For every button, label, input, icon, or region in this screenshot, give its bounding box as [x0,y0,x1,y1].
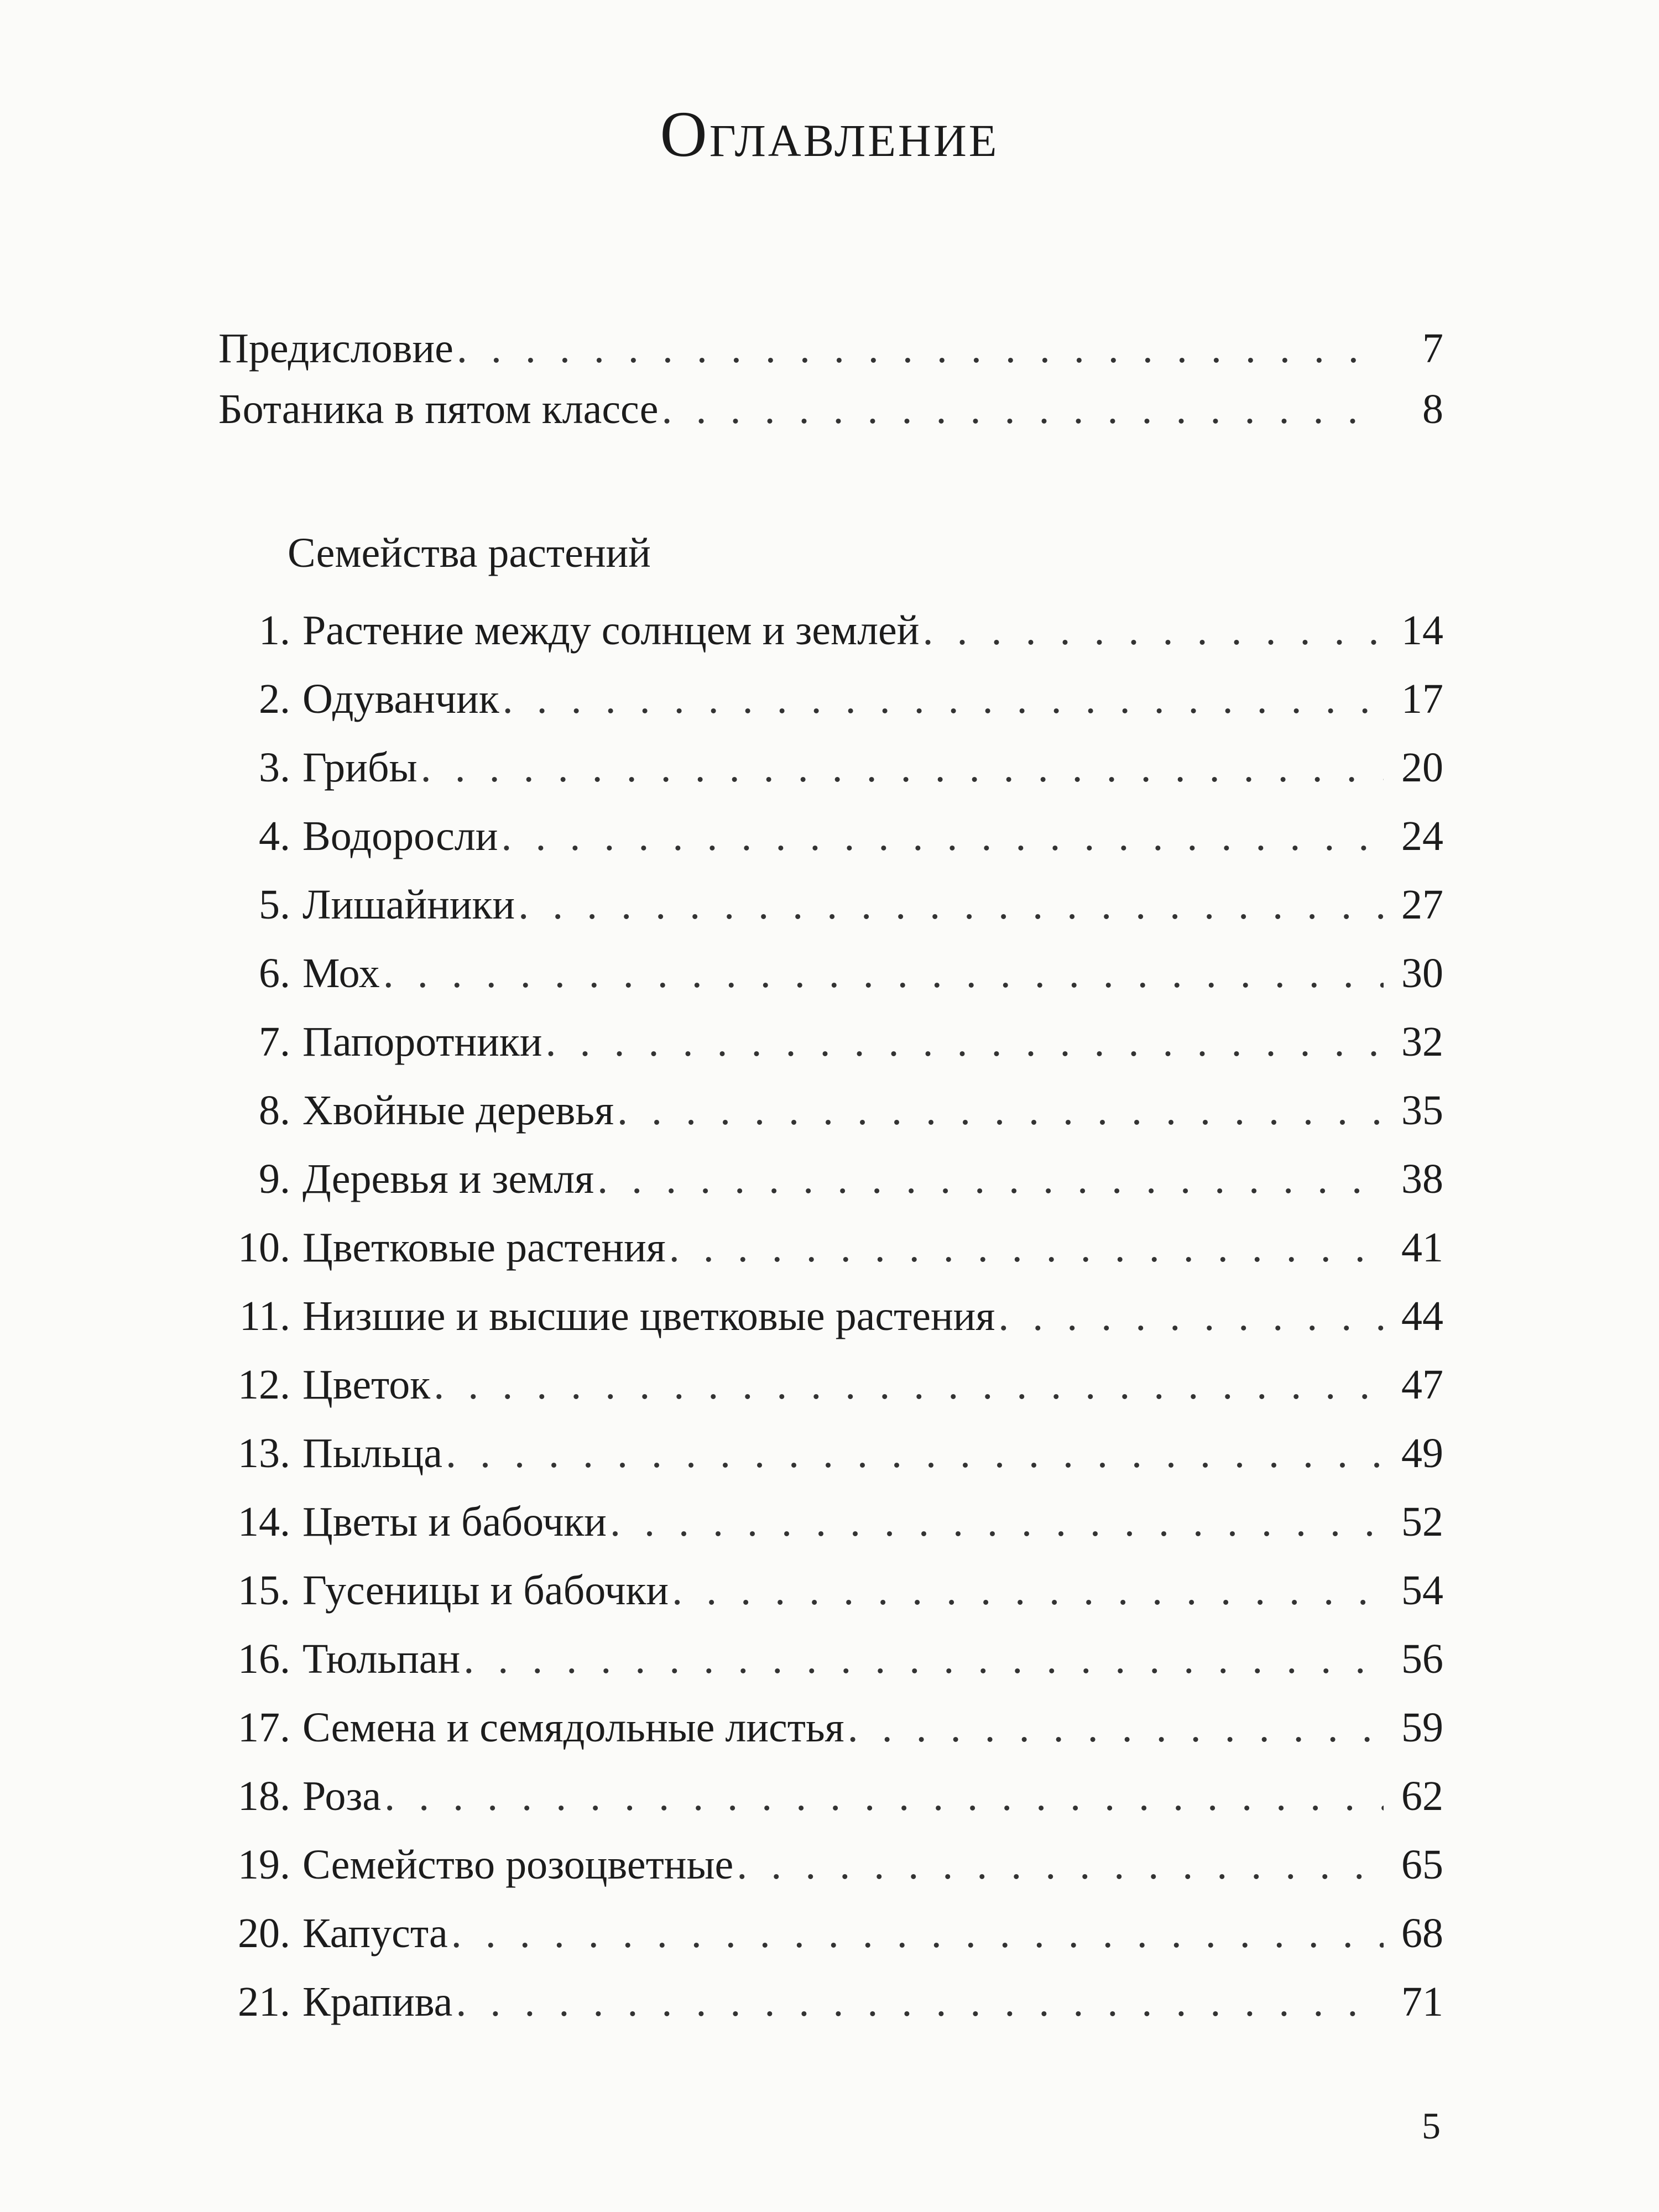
dot-leader [383,943,1384,1004]
toc-entry-page: 8 [1422,386,1443,432]
toc-entry-label: Гусеницы и бабочки [302,1567,669,1614]
toc-entry-page: 17 [1401,676,1443,722]
toc-entry-number: 15. [238,1567,290,1614]
toc-entry-label: Цветковые растения [302,1224,666,1271]
toc-entry-page: 62 [1401,1773,1443,1819]
toc-entry-number: 19. [238,1841,290,1888]
toc-entry [218,1491,1443,1552]
toc-entry-label: Пыльца [302,1430,442,1477]
toc-entry [218,943,1443,1004]
dot-leader [998,1286,1384,1347]
toc-entry-label: Семена и семядольные листья [302,1704,844,1751]
dot-leader [451,1903,1384,1964]
toc-entry-label: Грибы [302,744,418,791]
toc-entry [218,1217,1443,1278]
dot-leader [457,318,1384,379]
toc-entry-label: Крапива [302,1979,453,2025]
dot-leader [848,1697,1384,1758]
toc-entry-number: 7. [259,1019,290,1065]
toc-entry-label: Папоротники [302,1019,542,1065]
toc-entry-page: 35 [1401,1087,1443,1134]
toc-entry [218,600,1443,661]
toc-entry-number: 14. [238,1499,290,1545]
toc-entry-page: 71 [1401,1979,1443,2025]
toc-entry [218,1286,1443,1347]
dot-leader [669,1217,1384,1278]
toc-entry [218,1011,1443,1072]
toc-entry-number: 18. [238,1773,290,1819]
toc-entry-page: 52 [1401,1499,1443,1545]
toc-entry-label: Деревья и земля [302,1156,594,1202]
dot-leader [518,874,1384,935]
toc-entry-page: 38 [1401,1156,1443,1202]
toc-entry [218,318,1443,379]
toc-entry-number: 8. [259,1087,290,1134]
toc-entry-page: 27 [1401,881,1443,928]
dot-leader [501,806,1384,867]
dot-leader [737,1834,1384,1895]
toc-entry-label: Водоросли [302,813,498,859]
toc-entry-label: Цветы и бабочки [302,1499,607,1545]
toc-entry-page: 59 [1401,1704,1443,1751]
toc-entry-number: 10. [238,1224,290,1271]
toc-entry [218,874,1443,935]
page-number: 5 [1422,2105,1441,2147]
toc-entry [218,1834,1443,1895]
toc-entry-label: Низшие и высшие цветковые растения [302,1293,995,1339]
toc-entry-number: 12. [238,1361,290,1408]
toc-entry-number: 16. [238,1636,290,1682]
toc-entry-label: Мох [302,950,380,997]
toc-entry-number: 4. [259,813,290,859]
toc-entry-page: 44 [1401,1293,1443,1339]
toc-entry [218,1766,1443,1827]
toc-entry-number: 3. [259,744,290,791]
toc-entry [218,1354,1443,1415]
toc-entry-number: 6. [259,950,290,997]
dot-leader [503,669,1384,729]
toc-entry-number: 9. [259,1156,290,1202]
dot-leader [617,1080,1384,1141]
dot-leader [384,1766,1384,1827]
toc-entry [218,1971,1443,2032]
dot-leader [922,600,1384,661]
toc-entry-number: 21. [238,1979,290,2025]
toc-entry-label: Роза [302,1773,382,1819]
dot-leader [456,1971,1384,2032]
toc-entry [218,1903,1443,1964]
toc-entry-number: 11. [239,1293,290,1339]
toc-entry [218,1697,1443,1758]
toc-entry-label: Одуванчик [302,676,499,722]
dot-leader [446,1423,1384,1484]
toc-entry-label: Лишайники [302,881,515,928]
dot-leader [597,1149,1384,1209]
section-heading: Семейства растений [288,530,651,576]
toc-entry-label: Капуста [302,1910,448,1957]
toc-entry-page: 56 [1401,1636,1443,1682]
page-title: Оглавление [660,98,999,170]
toc-entry-page: 54 [1401,1567,1443,1614]
toc-entry [218,1080,1443,1141]
toc-entry-page: 30 [1401,950,1443,997]
dot-leader [463,1629,1384,1689]
toc-entry-page: 32 [1401,1019,1443,1065]
dot-leader [610,1491,1384,1552]
toc-entry-page: 20 [1401,744,1443,791]
toc-entry [218,669,1443,729]
toc-entry [218,1629,1443,1689]
toc-entry-page: 7 [1422,325,1443,372]
toc-entry-label: Семейство розоцветные [302,1841,734,1888]
dot-leader [661,379,1384,440]
toc-entry-label: Растение между солнцем и землей [302,607,920,654]
toc-entry-number: 2. [259,676,290,722]
toc-entry [218,1149,1443,1209]
toc-entry-page: 68 [1401,1910,1443,1957]
dot-leader [672,1560,1384,1621]
toc-entry-label: Цветок [302,1361,431,1408]
toc-entry-page: 24 [1401,813,1443,859]
toc-entry-page: 41 [1401,1224,1443,1271]
toc-entry-number: 20. [238,1910,290,1957]
toc-entry-label: Тюльпан [302,1636,461,1682]
toc-entry-label: Хвойные деревья [302,1087,614,1134]
toc-entry-page: 47 [1401,1361,1443,1408]
dot-leader [545,1011,1384,1072]
toc-entry-page: 65 [1401,1841,1443,1888]
toc-entry [218,806,1443,867]
toc-entry [218,1560,1443,1621]
toc-entry-number: 17. [238,1704,290,1751]
toc-entry-page: 49 [1401,1430,1443,1477]
dot-leader [421,737,1384,798]
toc-entry [218,1423,1443,1484]
toc-entry [218,737,1443,798]
toc-entry-page: 14 [1401,607,1443,654]
toc-entry-label: Ботаника в пятом классе [218,386,659,432]
toc-entry [218,379,1443,440]
toc-entry-number: 5. [259,881,290,928]
toc-entry-number: 13. [238,1430,290,1477]
toc-entry-number: 1. [259,607,290,654]
dot-leader [434,1354,1384,1415]
toc-entry-label: Предисловие [218,325,453,372]
